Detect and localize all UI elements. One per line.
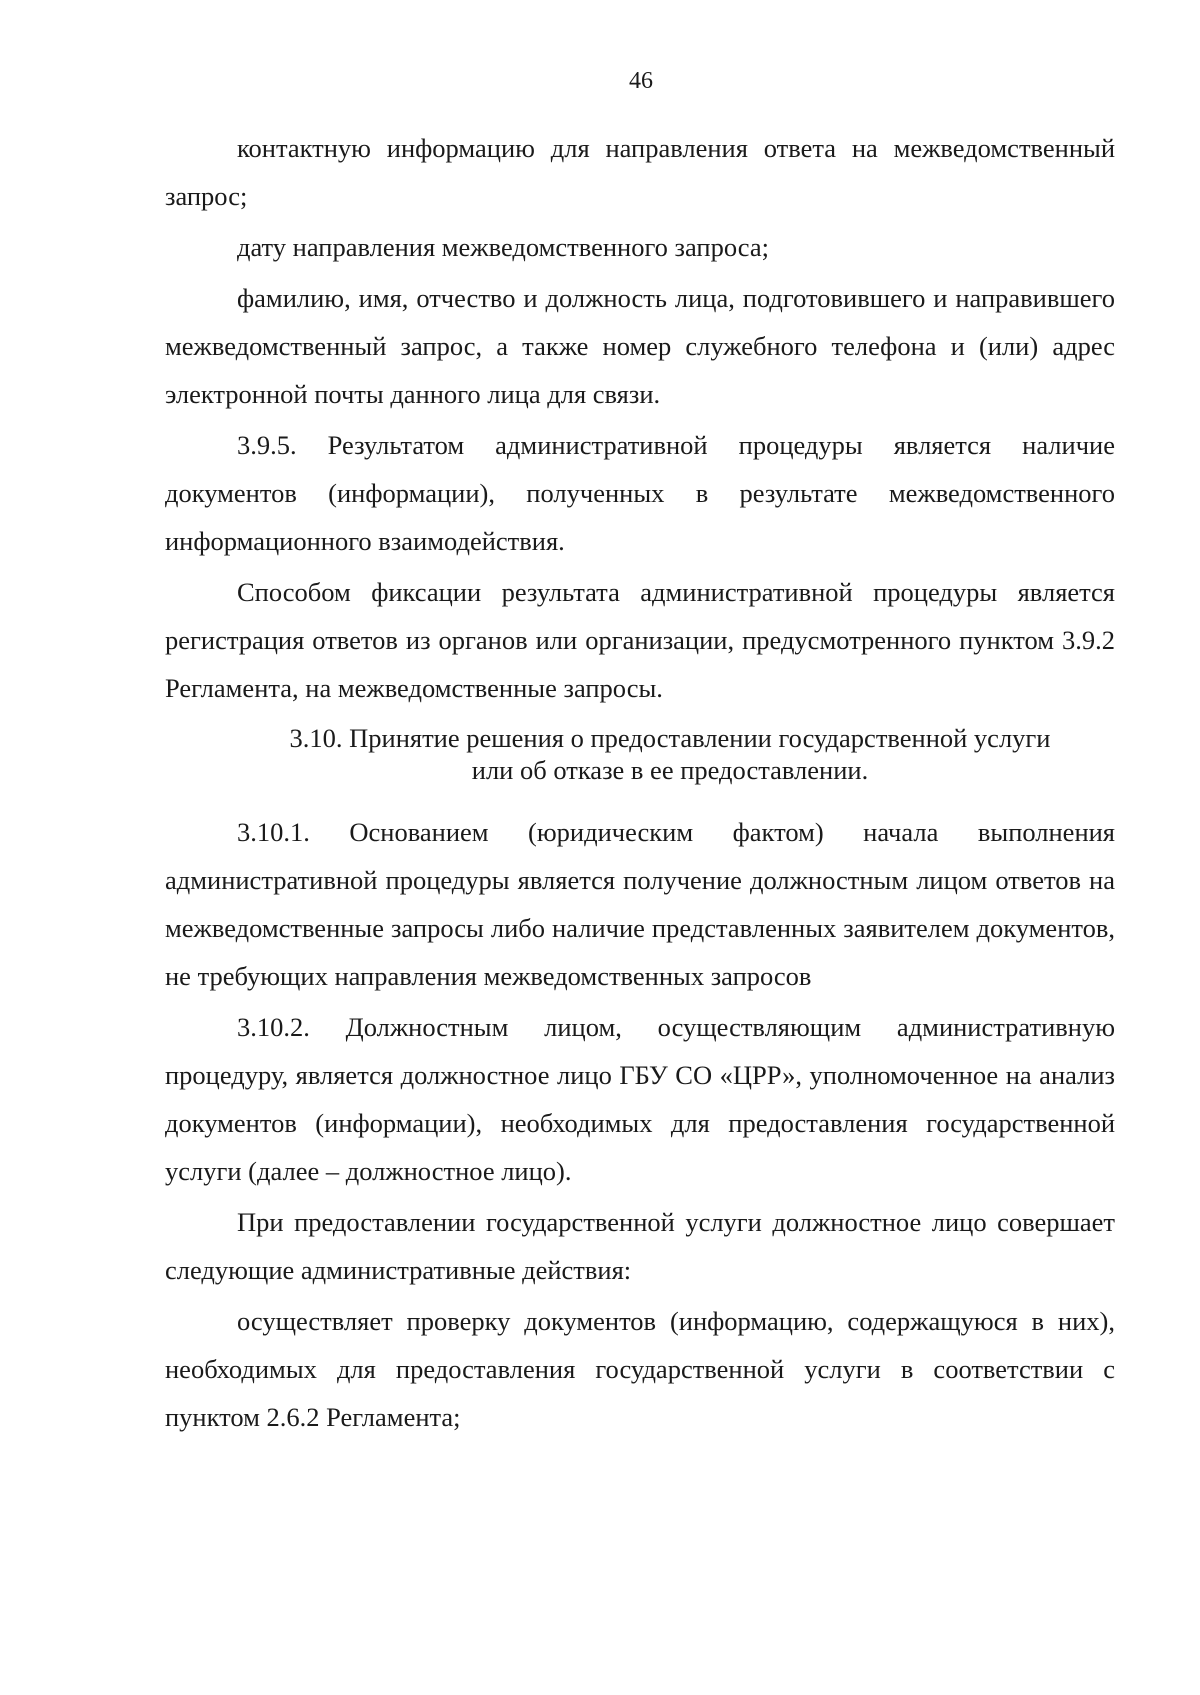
paragraph-3-10-2: 3.10.2. Должностным лицом, осуществляющим административную процедуру, является должностное лицо ГБУ СО «ЦРР», уполномоченное на анализ документов (информации), необходимых для предоставления государственной услуги (далее – должностное лицо). [165, 1012, 1115, 1186]
paragraph-3-9-5: 3.9.5. Результатом административной процедуры является наличие документов (информации), полученных в результате межведомственного информационного взаимодействия. [165, 430, 1115, 556]
page-number: 46 [629, 68, 653, 94]
document-body [165, 124, 1115, 1441]
paragraph-official-details: фамилию, имя, отчество и должность лица, подготовившего и направившего межведомственный запрос, а также номер служебного телефона и (или) адрес электронной почты данного лица для связи. [165, 283, 1115, 409]
paragraph-document-check: осуществляет проверку документов (информацию, содержащуюся в них), необходимых для предоставления государственной услуги в соответствии с пунктом 2.6.2 Регламента; [165, 1306, 1115, 1432]
paragraph-3-10-1: 3.10.1. Основанием (юридическим фактом) начала выполнения административной процедуры является получение должностным лицом ответов на межведомственные запросы либо наличие представленных заявителем документов, не требующих направления межведомственных запросов [165, 817, 1115, 991]
section-heading-line-1: 3.10. Принятие решения о предоставлении государственной услуги [289, 723, 1051, 753]
section-heading-line-2: или об отказе в ее предоставлении. [471, 755, 869, 785]
paragraph-request-date: дату направления межведомственного запроса; [237, 232, 769, 262]
paragraph-fixation-method: Способом фиксации результата административной процедуры является регистрация ответов из органов или организации, предусмотренного пунктом 3.9.2 Регламента, на межведомственные запросы. [165, 577, 1115, 703]
paragraph-administrative-actions: При предоставлении государственной услуги должностное лицо совершает следующие административные действия: [165, 1207, 1115, 1285]
paragraph-contact-info: контактную информацию для направления ответа на межведомственный запрос; [165, 133, 1115, 211]
section-heading-3-10 [165, 722, 1115, 786]
